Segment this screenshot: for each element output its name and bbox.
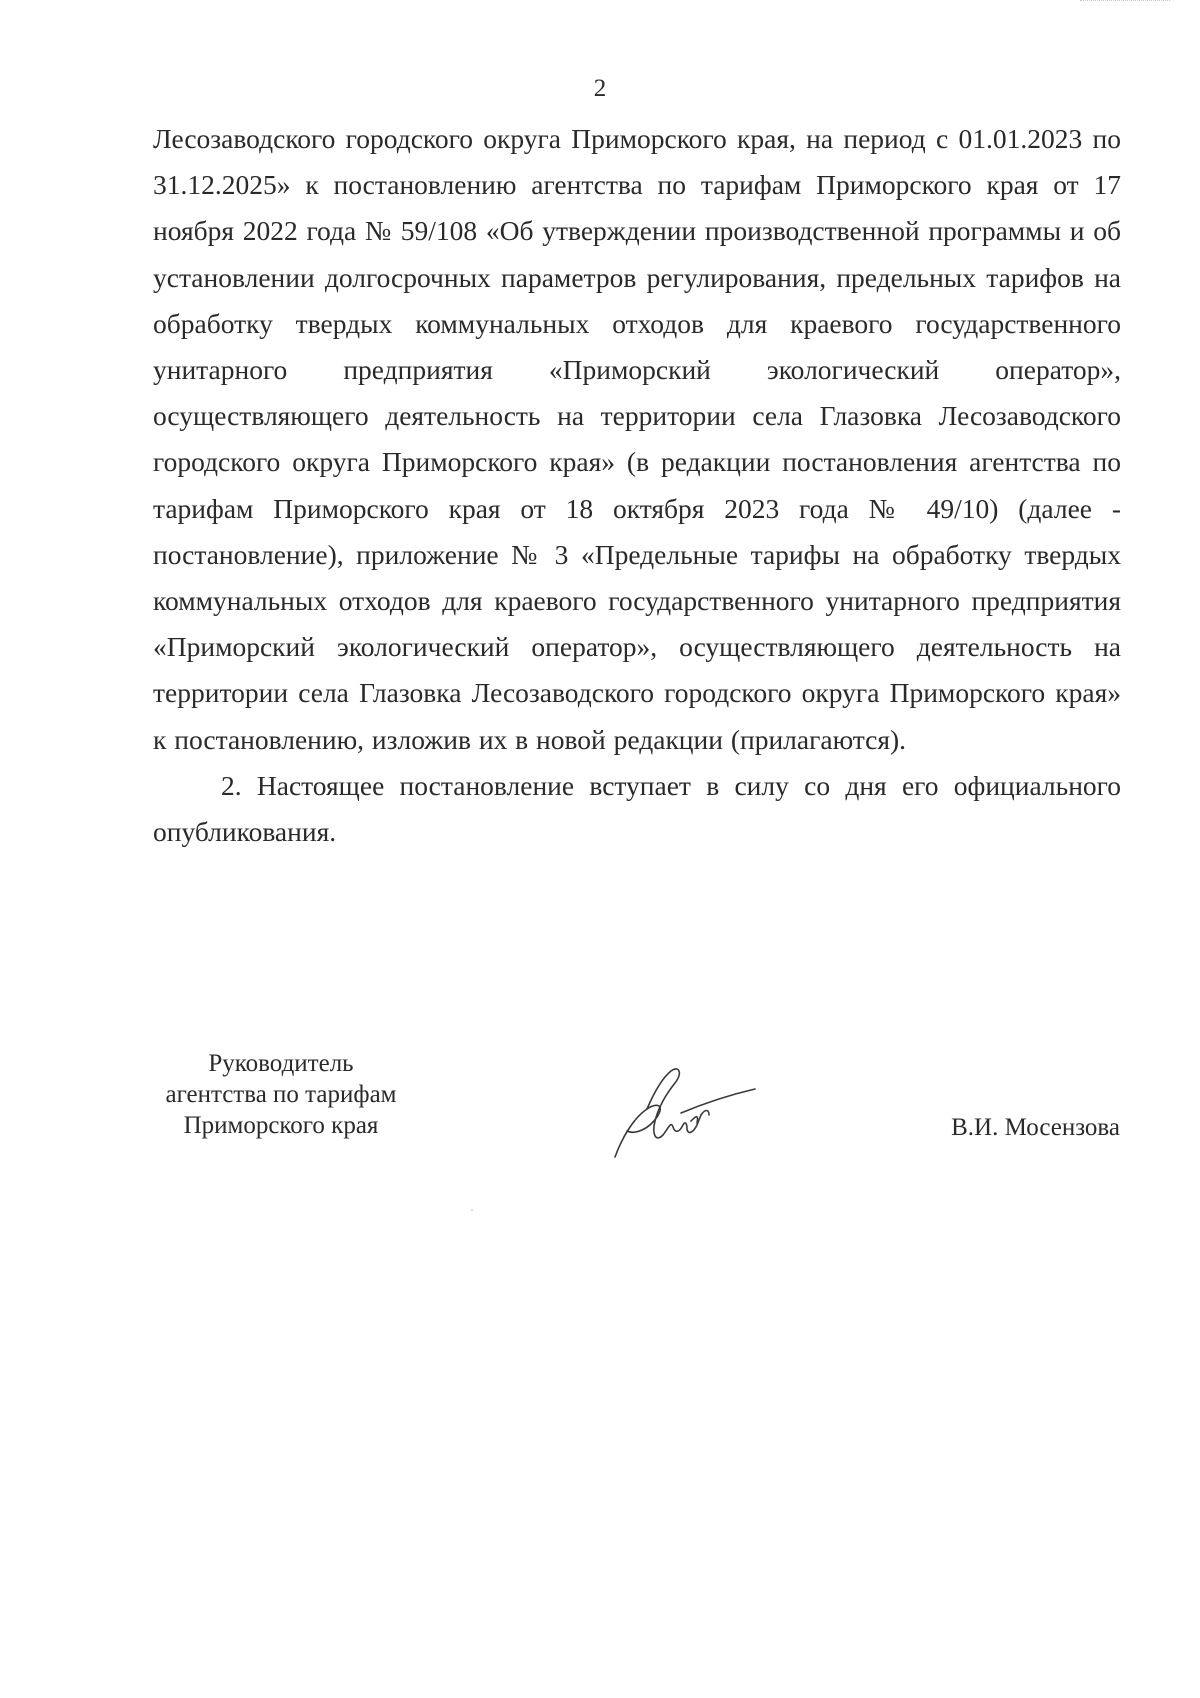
signatory-position-line: Руководитель [208,1050,354,1077]
document-body [153,116,1121,855]
signatory-position-line: агентства по тарифам [165,1081,397,1108]
paragraph-item-2: 2. Настоящее постановление вступает в силу со дня его официального опубликования. [153,769,1121,848]
paragraph-continuation: Лесозаводского городского округа Приморского края, на период с 01.01.2023 по 31.12.2025» к постановлению агентства по тарифам Приморского края от 17 ноября 2022 года № 59/108 «Об утверждении производственной программы и об установлении долгосрочных параметров регулирования, предельных тарифов на обработку твердых коммунальных отходов для краевого государственного унитарного предприятия «Приморский экологический оператор», осуществляющего деятельность на территории села Глазовка Лесозаводского городского округа Приморского края» (в редакции постановления агентства по тарифам Приморского края от 18 октября 2023 года № 49/10) (далее - постановление), приложение № 3 «Предельные тарифы на обработку твердых коммунальных отходов для краевого государственного унитарного предприятия «Приморский экологический оператор», осуществляющего деятельность на территории села Глазовка Лесозаводского городского округа Приморского края» к постановлению, изложив их в новой редакции (прилагаются). [153,123,1121,755]
signatory-name: В.И. Мосензова [951,1114,1120,1141]
signatory-position [146,1048,416,1141]
signatory-position-line: Приморского края [183,1112,379,1139]
handwritten-signature [605,1065,765,1165]
scan-speck [471,1209,473,1211]
page-number: 2 [593,75,607,102]
scan-edge-mark [1080,0,1170,2]
